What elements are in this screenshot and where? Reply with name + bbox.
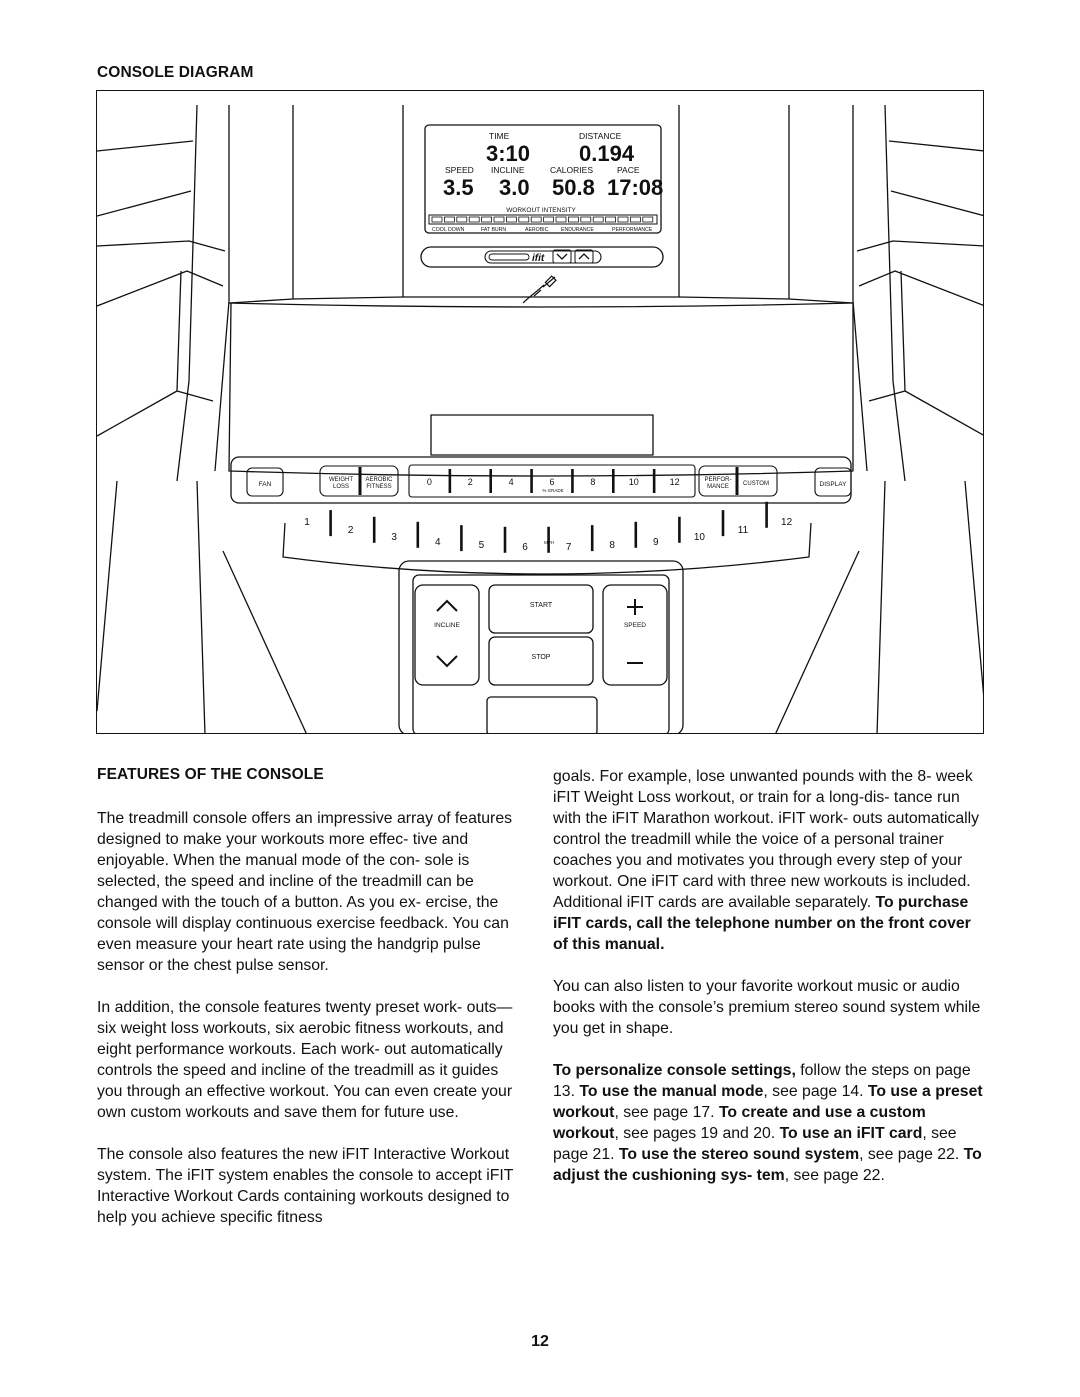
mph-unit: MPH <box>544 540 554 545</box>
instruction-text: follow the steps on page 13. <box>553 1062 971 1100</box>
ifit-up-button[interactable] <box>575 250 593 263</box>
speed-key-9[interactable]: 9 <box>653 536 659 548</box>
intensity-cell <box>606 217 616 222</box>
speed-key-10[interactable]: 10 <box>693 531 705 543</box>
speed-key-11[interactable]: 11 <box>737 525 749 537</box>
incline-down-icon[interactable] <box>437 656 457 666</box>
incline-key-0[interactable]: 0 <box>426 477 432 487</box>
speed-key-3[interactable]: 3 <box>391 531 397 543</box>
paragraph <box>553 766 985 955</box>
fan-label: FAN <box>258 481 272 488</box>
zone-aerobic: AEROBIC <box>525 227 549 233</box>
speed-key-5[interactable]: 5 <box>478 540 485 552</box>
lcd-time-value: 3:10 <box>486 141 531 166</box>
performance-label[interactable]: PERFOR- <box>704 477 732 483</box>
intensity-cell <box>618 217 628 222</box>
instruction-link-text: To adjust the cushioning sys- tem <box>553 1146 982 1184</box>
console-diagram <box>96 90 984 734</box>
zone-endurance: ENDURANCE <box>561 227 594 233</box>
paragraph: In addition, the console features twenty preset work- outs—six weight loss workouts, six aerobic fitness workouts, and eight performance workouts. Each work- out automatically controls the speed and incline of the treadmill as it guides you through an effective workout. You can even create your own custom workouts and save them for future use. <box>97 999 513 1121</box>
incline-key-10[interactable]: 10 <box>628 477 639 487</box>
zone-performance: PERFORMANCE <box>612 227 653 233</box>
lcd-calories-value: 50.8 <box>552 175 595 200</box>
paragraph: The console also features the new iFIT Interactive Workout system. The iFIT system enables the console to accept iFIT Interactive Workout Cards containing workouts designed to help you achieve specific fitness <box>97 1146 514 1226</box>
lcd-incline-label: INCLINE <box>491 165 525 175</box>
lcd-distance-value: 0.194 <box>579 141 635 166</box>
intensity-cell <box>556 217 566 222</box>
workout-intensity-cells <box>432 217 653 222</box>
incline-key-2[interactable]: 2 <box>467 477 473 487</box>
workout-intensity-label: WORKOUT INTENSITY <box>506 207 576 214</box>
plus-icon[interactable] <box>627 599 643 615</box>
intensity-cell <box>568 217 578 222</box>
display-label: DISPLAY <box>819 481 847 488</box>
performance-label-2: MANCE <box>707 484 729 490</box>
instruction-link-text: To personalize console settings, <box>553 1062 796 1079</box>
intensity-cell <box>432 217 442 222</box>
weight-loss-label-2: LOSS <box>332 484 350 490</box>
chevron-up-icon <box>579 254 589 259</box>
paragraph-bold-text: To purchase iFIT cards, call the telephone number on the front cover of this manual. <box>553 894 971 953</box>
intensity-cell <box>444 217 454 222</box>
intensity-cell <box>469 217 479 222</box>
instruction-link-text: To use an iFIT card <box>779 1125 923 1142</box>
lcd-incline-value: 3.0 <box>499 175 530 200</box>
weight-loss-label[interactable]: WEIGHT <box>329 477 353 483</box>
lcd-speed-label: SPEED <box>445 165 474 175</box>
speed-key-4[interactable]: 4 <box>435 536 441 548</box>
instruction-text: , see page 14. <box>763 1083 868 1100</box>
paragraph: You can also listen to your favorite workout music or audio books with the console’s premium stereo sound system while you get in shape. <box>553 978 981 1037</box>
speed-key-8[interactable]: 8 <box>609 540 615 552</box>
intensity-cell <box>506 217 516 222</box>
speed-key-2[interactable]: 2 <box>347 525 354 537</box>
instruction-link-text: To create and use a custom workout <box>553 1104 926 1142</box>
instruction-text: , see page 22. <box>784 1167 885 1184</box>
speed-number-keys <box>304 502 792 553</box>
lcd-distance-label: DISTANCE <box>579 131 622 141</box>
speed-key-6[interactable]: 6 <box>522 541 528 553</box>
instruction-text: , see pages 19 and 20. <box>614 1125 780 1142</box>
stop-button[interactable] <box>489 637 593 685</box>
left-column <box>97 808 527 1249</box>
aerobic-label[interactable]: AEROBIC <box>365 477 393 483</box>
zone-fat-burn: FAT BURN <box>481 227 507 233</box>
lcd-calories-label: CALORIES <box>550 165 593 175</box>
console-diagram-heading: CONSOLE DIAGRAM <box>97 64 254 81</box>
chevron-down-icon <box>557 254 567 259</box>
incline-up-icon[interactable] <box>437 601 457 611</box>
lcd-pace-label: PACE <box>617 165 640 175</box>
speed-label: SPEED <box>623 622 647 629</box>
intensity-cell <box>457 217 467 222</box>
instructions-paragraph <box>553 1060 985 1186</box>
paragraph-text: goals. For example, lose unwanted pounds with the 8- week iFIT Weight Loss workout, or train for a long-dis- tance run with the iFIT Marathon workout. iFIT work- outs automatically control the treadmill while the voice of a personal trainer coaches you and motivates you through every step of your workout. One iFIT card with three new workouts is included. Additional iFIT cards are available separately. <box>553 768 980 911</box>
incline-key-8[interactable]: 8 <box>590 477 596 487</box>
speed-key-1[interactable]: 1 <box>304 516 310 528</box>
console-illustration <box>97 91 984 734</box>
intensity-cell <box>581 217 591 222</box>
instruction-text: , see page 17. <box>614 1104 719 1121</box>
features-heading: FEATURES OF THE CONSOLE <box>97 766 324 783</box>
instruction-link-text: To use a preset workout <box>553 1083 983 1121</box>
intensity-cell <box>494 217 504 222</box>
incline-label: INCLINE <box>434 622 460 629</box>
lcd-time-label: TIME <box>489 131 510 141</box>
intensity-cell <box>519 217 529 222</box>
incline-key-12[interactable]: 12 <box>669 477 680 487</box>
start-label: START <box>529 602 553 609</box>
speed-key-7[interactable]: 7 <box>565 541 572 553</box>
grade-unit: % GRADE <box>542 488 564 493</box>
instruction-text: , see page 21. <box>553 1125 957 1163</box>
paragraph: The treadmill console offers an impressive array of features designed to make your workouts more effec- tive and enjoyable. When the manual mode of the con- sole is selected, the speed and incline of the treadmill can be changed with the touch of a button. As you ex- ercise, the console will display continuous exercise feedback. You can even measure your heart rate using the handgrip pulse sensor or the chest pulse sensor. <box>97 810 512 974</box>
right-column <box>553 766 985 1207</box>
intensity-cell <box>643 217 653 222</box>
start-button[interactable] <box>489 585 593 633</box>
ifit-logo: ifit <box>532 253 545 264</box>
lcd-speed-value: 3.5 <box>443 175 474 200</box>
aerobic-label-2: FITNESS <box>366 484 392 490</box>
workout-intensity-bar <box>429 215 657 224</box>
intensity-cell <box>544 217 554 222</box>
intensity-cell <box>630 217 640 222</box>
incline-key-4[interactable]: 4 <box>508 477 514 487</box>
zone-cool-down: COOL DOWN <box>432 227 465 233</box>
incline-key-6[interactable]: 6 <box>549 477 555 487</box>
page-number: 12 <box>531 1333 549 1350</box>
intensity-cell <box>482 217 492 222</box>
ifit-down-button[interactable] <box>553 250 571 263</box>
instruction-text: , see page 22. <box>859 1146 964 1163</box>
speed-key-12[interactable]: 12 <box>781 516 793 528</box>
intensity-cell <box>593 217 603 222</box>
instruction-link-text: To use the stereo sound system <box>618 1146 860 1163</box>
intensity-cell <box>531 217 541 222</box>
stop-label: STOP <box>531 654 551 661</box>
custom-label[interactable]: CUSTOM <box>743 481 769 487</box>
audio-cable-icon <box>523 276 556 303</box>
instruction-link-text: To use the manual mode <box>579 1083 764 1100</box>
lcd-pace-value: 17:08 <box>607 175 664 200</box>
